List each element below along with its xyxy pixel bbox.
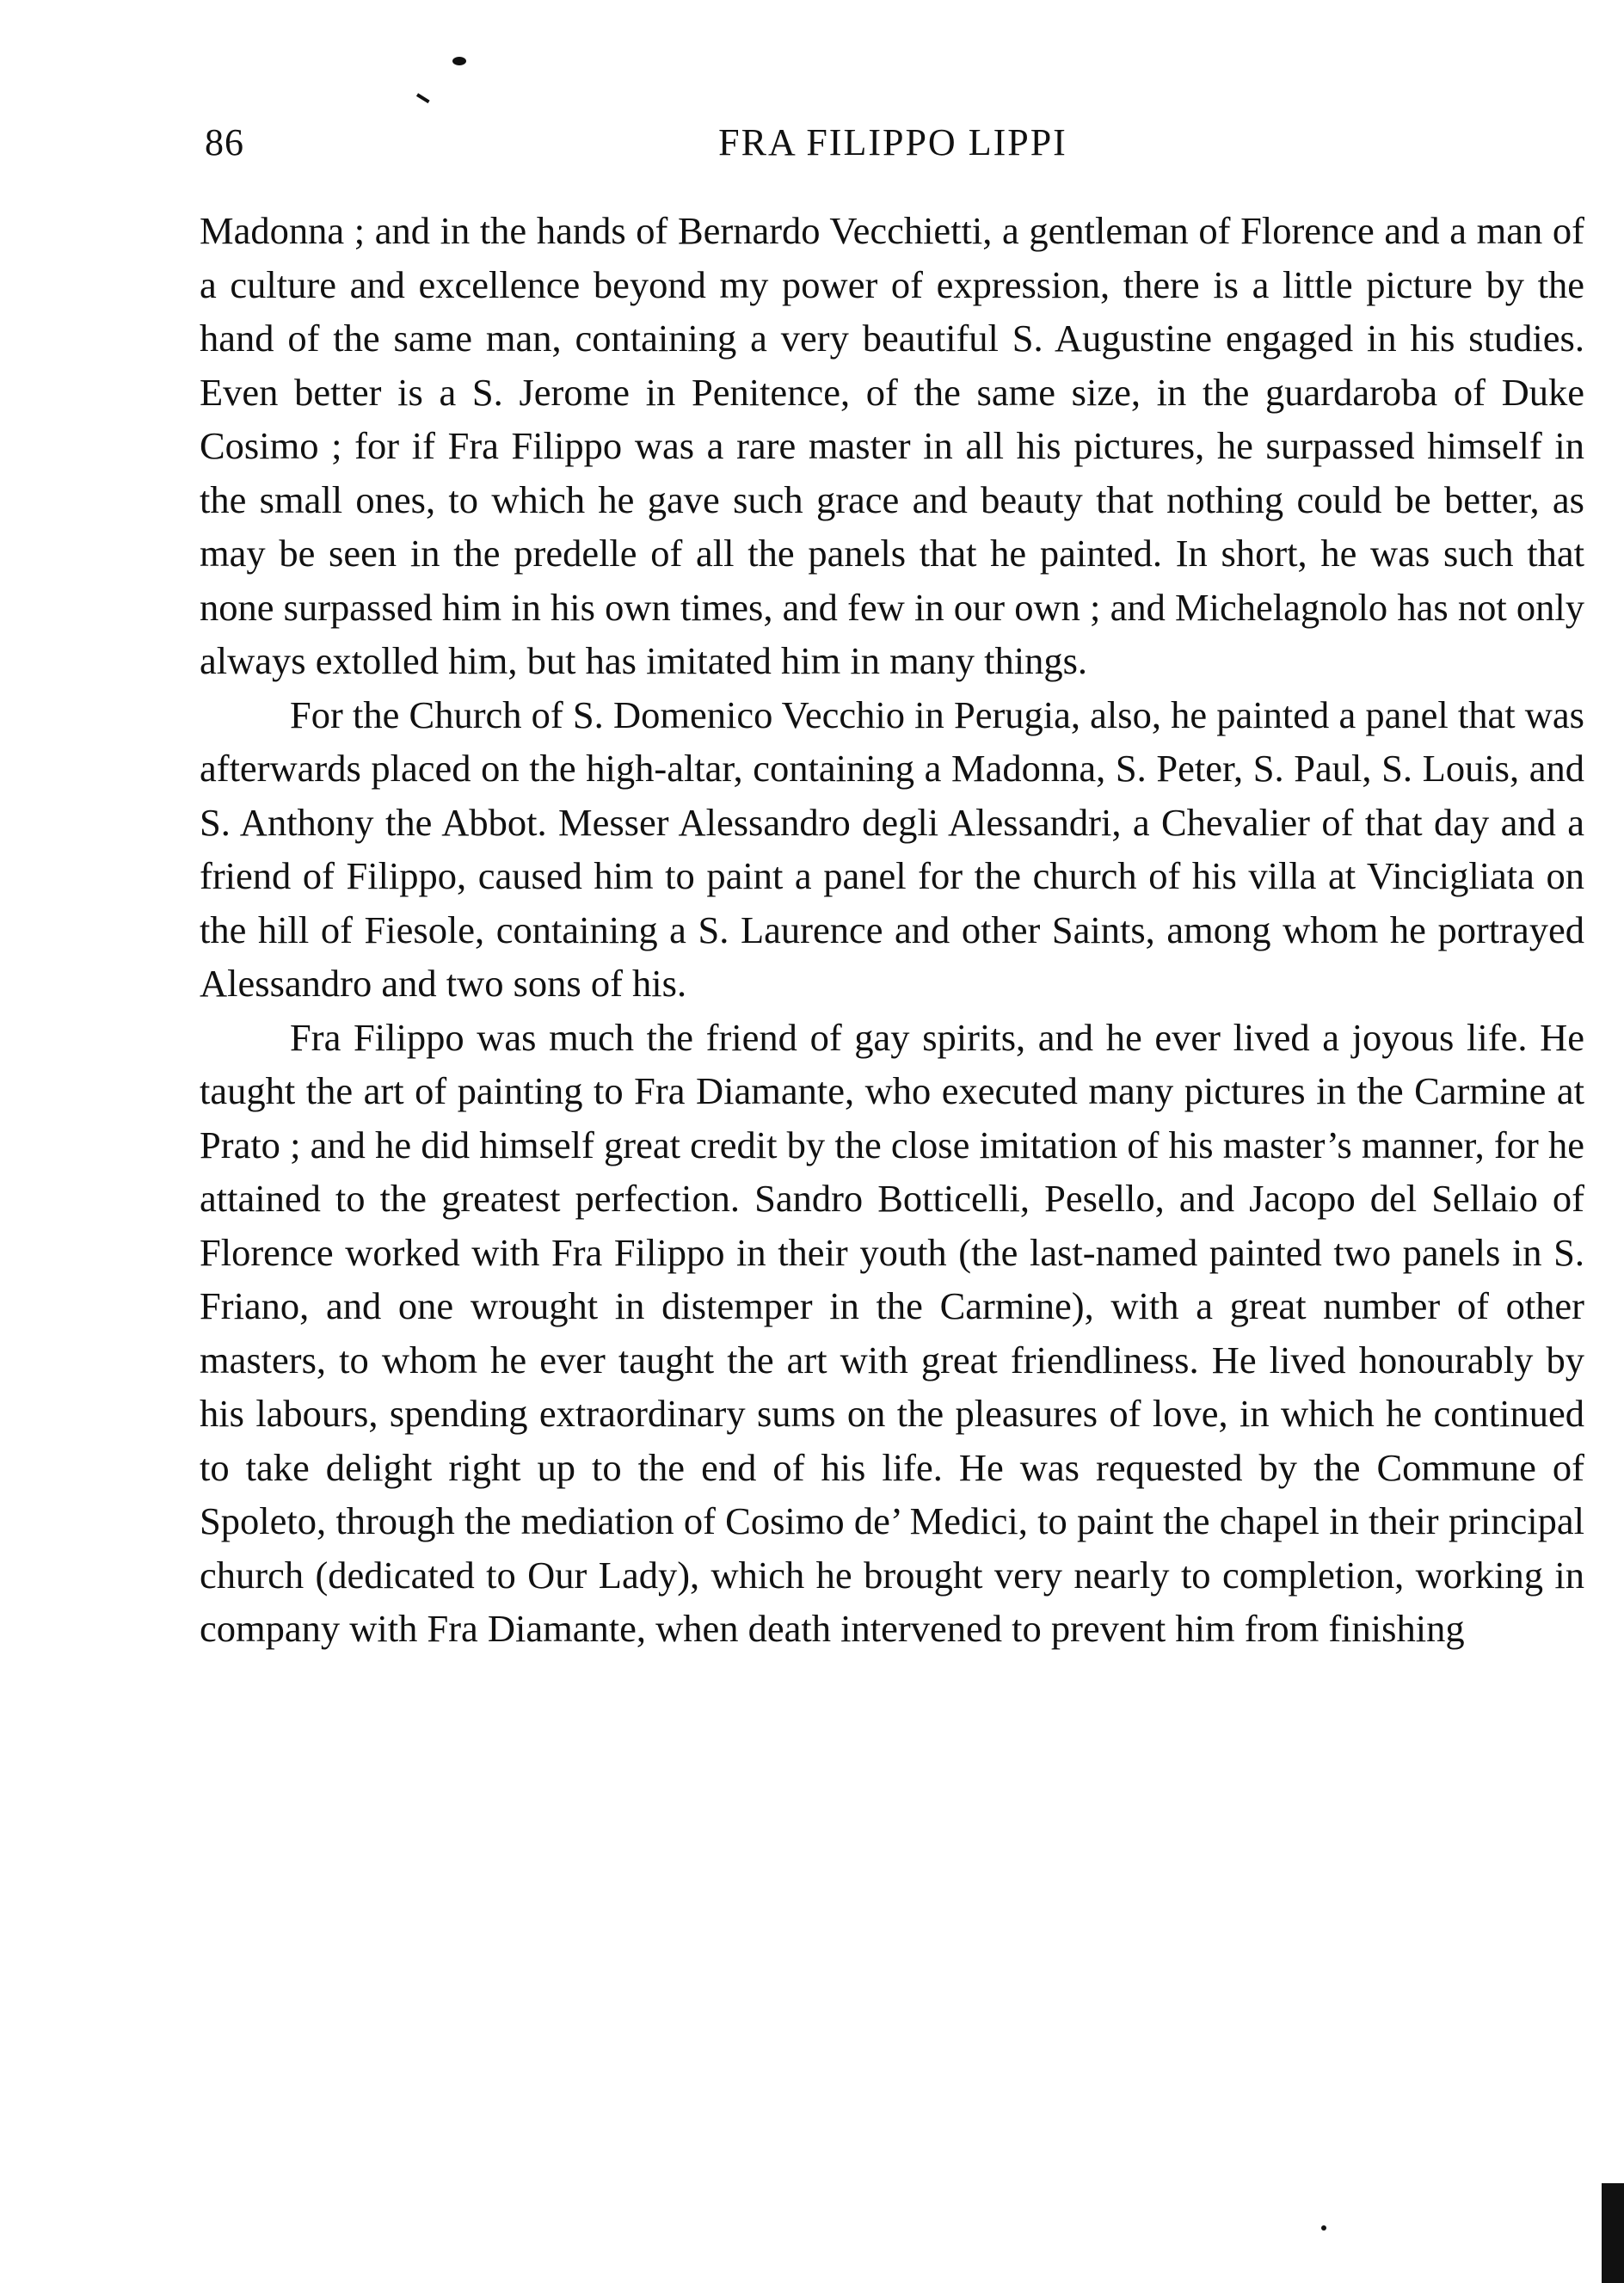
- paragraph-1: Madonna ; and in the hands of Bernardo Vecchietti, a gentleman of Florence and a man of a culture and excellence beyond my power of expression, there is a little picture by the hand of the same man, containing a very beautiful S. Augustine engaged in his studies. Even better is a S. Jerome in Penitence, of the same size, in the guardaroba of Duke Cosimo ; for if Fra Filippo was a rare master in all his pictures, he surpassed himself in the small ones, to which he gave such grace and beauty that nothing could be better, as may be seen in the predelle of all the panels that he painted. In short, he was such that none surpassed him in his own times, and few in our own ; and Michelagnolo has not only always extolled him, but has imitated him in many things.: [200, 209, 1584, 682]
- page-header: [205, 120, 1581, 172]
- ink-smudge-mark: [452, 57, 466, 65]
- paragraph-2: For the Church of S. Domenico Vecchio in Perugia, also, he painted a panel that was afterwards placed on the high-altar, containing a Madonna, S. Peter, S. Paul, S. Louis, and S. Anthony the Abbot. Messer Alessandro degli Alessandri, a Chevalier of that day and a friend of Filippo, caused him to paint a panel for the church of his villa at Vincigliata on the hill of Fiesole, containing a S. Laurence and other Saints, among whom he portrayed Alessandro and two sons of his.: [200, 692, 1584, 1005]
- body-text: [200, 204, 1584, 1656]
- page-number: 86: [205, 121, 244, 163]
- ink-stroke-mark: [416, 93, 430, 103]
- paragraph-3: Fra Filippo was much the friend of gay spirits, and he ever lived a joyous life. He taught the art of painting to Fra Diamante, who executed many pictures in the Carmine at Prato ; and he did himself great credit by the close imitation of his master’s manner, for he attained to the greatest perfection. Sandro Botticelli, Pesello, and Jacopo del Sellaio of Florence worked with Fra Filippo in their youth (the last-named painted two panels in S. Friano, and one wrought in distemper in the Carmine), with a great number of other masters, to whom he ever taught the art with great friendliness. He lived honourably by his labours, spending extraordinary sums on the pleasures of love, in which he continued to take delight right up to the end of his life. He was requested by the Commune of Spoleto, through the mediation of Cosimo de’ Medici, to paint the chapel in their principal church (dedicated to Our Lady), which he brought very nearly to completion, working in company with Fra Diamante, when death intervened to prevent him from finishing: [200, 1015, 1584, 1650]
- page-edge-shadow: [1602, 2183, 1624, 2283]
- running-title: FRA FILIPPO LIPPI: [718, 121, 1067, 163]
- ink-speck-mark: [1321, 2225, 1326, 2231]
